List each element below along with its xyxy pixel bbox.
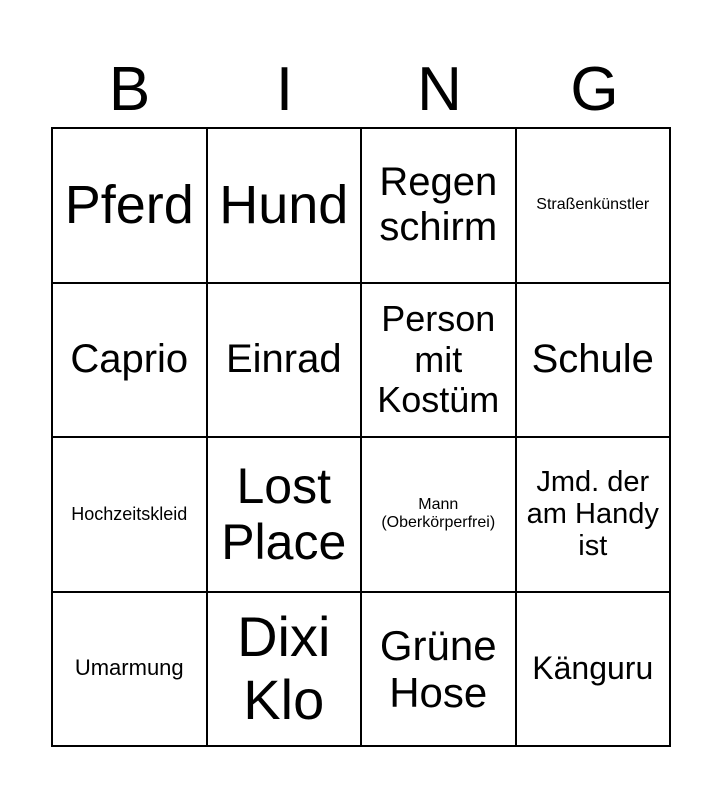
bingo-cell[interactable] [516,437,671,592]
header-letter-n: N [417,55,462,124]
header-letter-i: I [275,55,294,124]
bingo-cell[interactable] [207,283,362,438]
cell-text: Pferd [64,175,194,236]
cell-text: Straßenkünstler [536,196,650,214]
bingo-grid [51,127,671,747]
header-letter-g: G [570,55,619,124]
cell-text: Mann (Oberkörperfrei) [381,496,496,532]
bingo-cell[interactable] [207,592,362,747]
cell-text: Dixi Klo [237,605,331,731]
cell-text: Känguru [532,649,654,686]
cell-text: Grüne Hose [379,621,497,716]
cell-text: Person mit Kostüm [377,298,500,420]
bingo-cell[interactable] [52,283,207,438]
bingo-cell[interactable] [361,283,516,438]
bingo-cell[interactable] [361,128,516,283]
cell-text: Einrad [225,337,342,382]
bingo-cell[interactable] [516,592,671,747]
bingo-cell[interactable] [516,283,671,438]
cell-text: Jmd. der am Handy ist [526,465,659,563]
cell-text: Lost Place [221,458,347,571]
bingo-cell[interactable] [516,128,671,283]
cell-text: Hochzeitskleid [71,504,188,525]
cell-text: Regen schirm [379,160,498,250]
bingo-cell[interactable] [52,128,207,283]
cell-text: Caprio [70,337,189,382]
bingo-cell[interactable] [361,592,516,747]
bingo-header [52,52,672,128]
bingo-cell[interactable] [52,437,207,592]
header-letter-b: B [108,55,151,124]
bingo-cell[interactable] [361,437,516,592]
bingo-cell[interactable] [207,437,362,592]
cell-text: Umarmung [74,655,184,681]
bingo-cell[interactable] [52,592,207,747]
cell-text: Hund [219,175,349,236]
bingo-cell[interactable] [207,128,362,283]
cell-text: Schule [531,337,654,382]
